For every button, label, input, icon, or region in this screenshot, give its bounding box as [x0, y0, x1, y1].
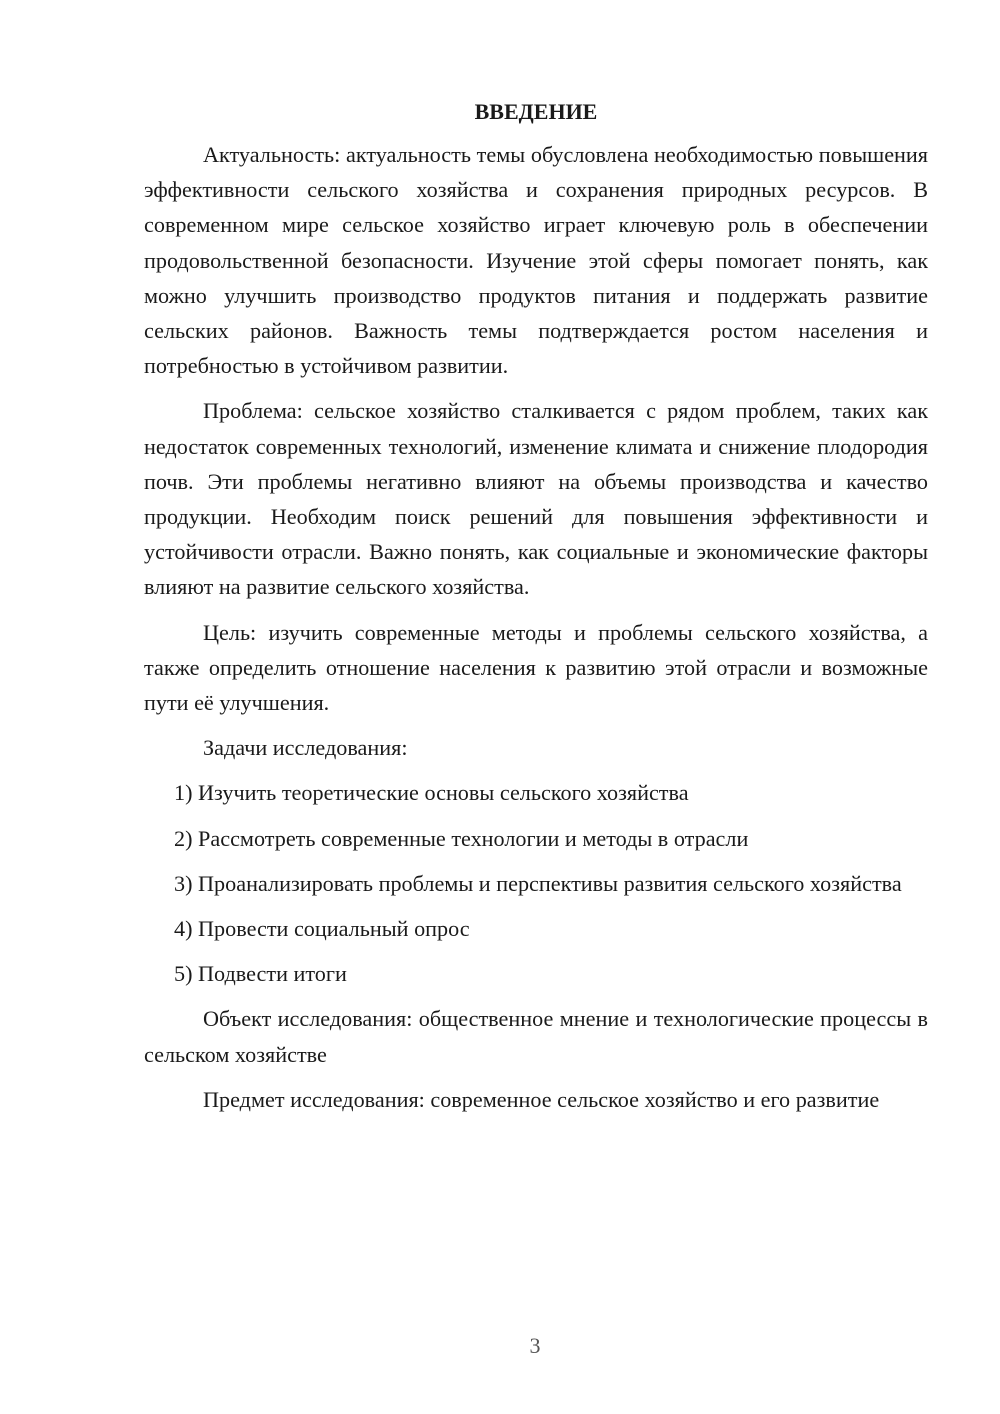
- tasks-heading: Задачи исследования:: [203, 735, 408, 761]
- object-paragraph: Объект исследования: общественное мнение и технологические процессы в сельском хозяйстве: [144, 1006, 928, 1067]
- problem-paragraph: Проблема: сельское хозяйство сталкивается с рядом проблем, таких как недостаток современных технологий, изменение климата и снижение плодородия почв. Эти проблемы негативно влияют на объемы производства и качество продукции. Необходим поиск решений для повышения эффективности и устойчивости отрасли. Важно понять, как социальные и экономические факторы влияют на развитие сельского хозяйства.: [144, 398, 928, 600]
- goal-paragraph: Цель: изучить современные методы и проблемы сельского хозяйства, а также определить отношение населения к развитию этой отрасли и возможные пути её улучшения.: [144, 619, 928, 716]
- task-item: 4) Провести социальный опрос: [174, 916, 470, 942]
- relevance-paragraph: Актуальность: актуальность темы обусловлена необходимостью повышения эффективности сельского хозяйства и сохранения природных ресурсов. В современном мире сельское хозяйство играет ключевую роль в обеспечении продовольственной безопасности. Изучение этой сферы помогает понять, как можно улучшить производство продуктов питания и поддержать развитие сельских районов. Важность темы подтверждается ростом населения и потребностью в устойчивом развитии.: [144, 142, 928, 379]
- page-number: 3: [529, 1333, 541, 1358]
- subject-paragraph: Предмет исследования: современное сельское хозяйство и его развитие: [203, 1086, 880, 1112]
- task-item: 2) Рассмотреть современные технологии и методы в отрасли: [174, 825, 749, 851]
- task-item: 5) Подвести итоги: [174, 961, 347, 987]
- page-title: ВВЕДЕНИЕ: [474, 99, 598, 124]
- task-item: 1) Изучить теоретические основы сельского хозяйства: [174, 780, 689, 806]
- page-content: [144, 94, 928, 1127]
- task-item: 3) Проанализировать проблемы и перспективы развития сельского хозяйства: [174, 870, 902, 896]
